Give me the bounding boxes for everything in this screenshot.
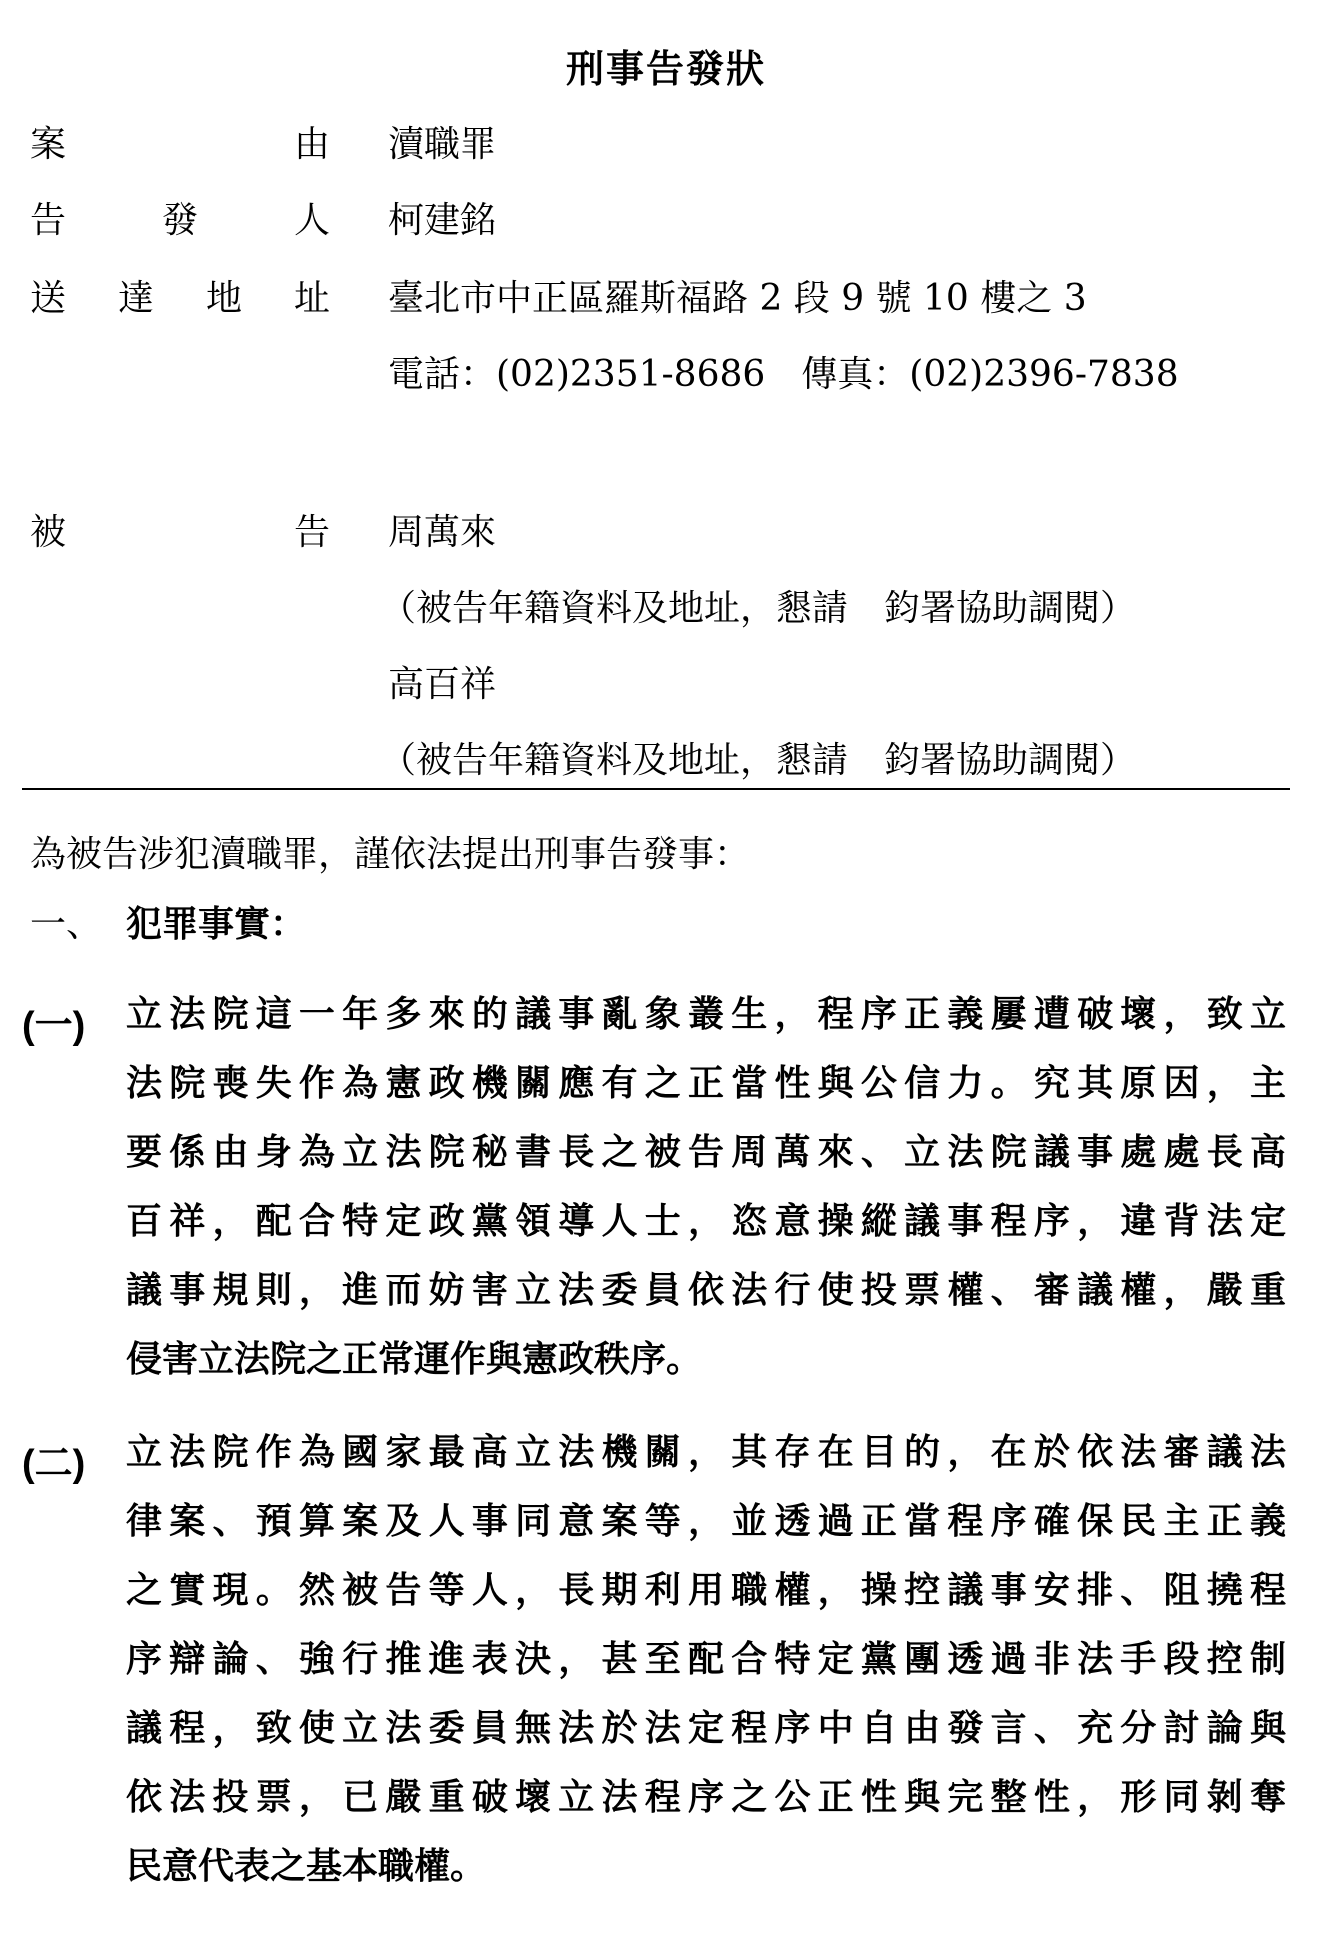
label-char: 地 <box>205 278 242 319</box>
label-char: 發 <box>161 200 198 241</box>
paragraph-line: 議程，致使立法委員無法於法定程序中自由發言、充分討論與 <box>126 1707 1286 1749</box>
paragraph-line: 依法投票，已嚴重破壞立法程序之公正性與完整性，形同剝奪 <box>126 1776 1286 1818</box>
paragraph-body <box>126 1418 1286 1901</box>
field-label-informant <box>30 192 330 243</box>
defendant-note: （被告年籍資料及地址，懇請 鈞署協助調閱） <box>380 740 1137 781</box>
intro-statement: 為被告涉犯瀆職罪，謹依法提出刑事告發事： <box>30 834 751 875</box>
paragraph-line: 要係由身為立法院秘書長之被告周萬來、立法院議事處處長高 <box>126 1131 1286 1173</box>
field-label-case <box>30 116 330 167</box>
paragraph-marker: (二) <box>22 1443 86 1485</box>
paragraph-line: 律案、預算案及人事同意案等，並透過正當程序確保民主正義 <box>126 1500 1286 1542</box>
paragraph-line: 百祥，配合特定政黨領導人士，恣意操縱議事程序，違背法定 <box>126 1200 1286 1242</box>
label-char: 送 <box>30 278 67 319</box>
field-value-address: 臺北市中正區羅斯福路 2 段 9 號 10 樓之 3 <box>388 278 1087 319</box>
paragraph-line: 民意代表之基本職權。 <box>126 1845 487 1887</box>
label-char: 址 <box>293 278 330 319</box>
document-title: 刑事告發狀 <box>565 46 766 91</box>
field-label-address <box>30 270 330 321</box>
section-heading <box>30 896 306 947</box>
label-char: 告 <box>30 200 67 241</box>
label-char: 達 <box>117 278 154 319</box>
field-value-case: 瀆職罪 <box>388 124 497 165</box>
divider-line <box>22 788 1290 790</box>
paragraph-line: 議事規則，進而妨害立法委員依法行使投票權、審議權，嚴重 <box>126 1269 1286 1311</box>
paragraph-line: 侵害立法院之正常運作與憲政秩序。 <box>126 1338 703 1380</box>
field-label-defendant <box>30 504 330 555</box>
paragraph-line: 序辯論、強行推進表決，甚至配合特定黨團透過非法手段控制 <box>126 1638 1286 1680</box>
paragraph-line: 法院喪失作為憲政機關應有之正當性與公信力。究其原因，主 <box>126 1062 1286 1104</box>
paragraph-line: 立法院這一年多來的議事亂象叢生，程序正義屢遭破壞，致立 <box>126 993 1286 1035</box>
label-char: 由 <box>293 124 330 165</box>
label-char: 人 <box>293 200 330 241</box>
field-value-informant: 柯建銘 <box>388 200 497 241</box>
section-number: 一、 <box>30 904 103 945</box>
label-char: 案 <box>30 124 67 165</box>
section-title: 犯罪事實： <box>126 903 307 945</box>
paragraph-body <box>126 980 1286 1394</box>
label-char: 被 <box>30 512 67 553</box>
contact-info: 電話：(02)2351-8686 傳真：(02)2396-7838 <box>388 354 1179 395</box>
defendant-name: 高百祥 <box>388 664 497 705</box>
defendant-note: （被告年籍資料及地址，懇請 鈞署協助調閱） <box>380 588 1137 629</box>
paragraph-line: 之實現。然被告等人，長期利用職權，操控議事安排、阻撓程 <box>126 1569 1286 1611</box>
paragraph-marker: (一) <box>22 1005 86 1047</box>
label-char: 告 <box>293 512 330 553</box>
defendant-name: 周萬來 <box>388 512 497 553</box>
paragraph-line: 立法院作為國家最高立法機關，其存在目的，在於依法審議法 <box>126 1431 1286 1473</box>
